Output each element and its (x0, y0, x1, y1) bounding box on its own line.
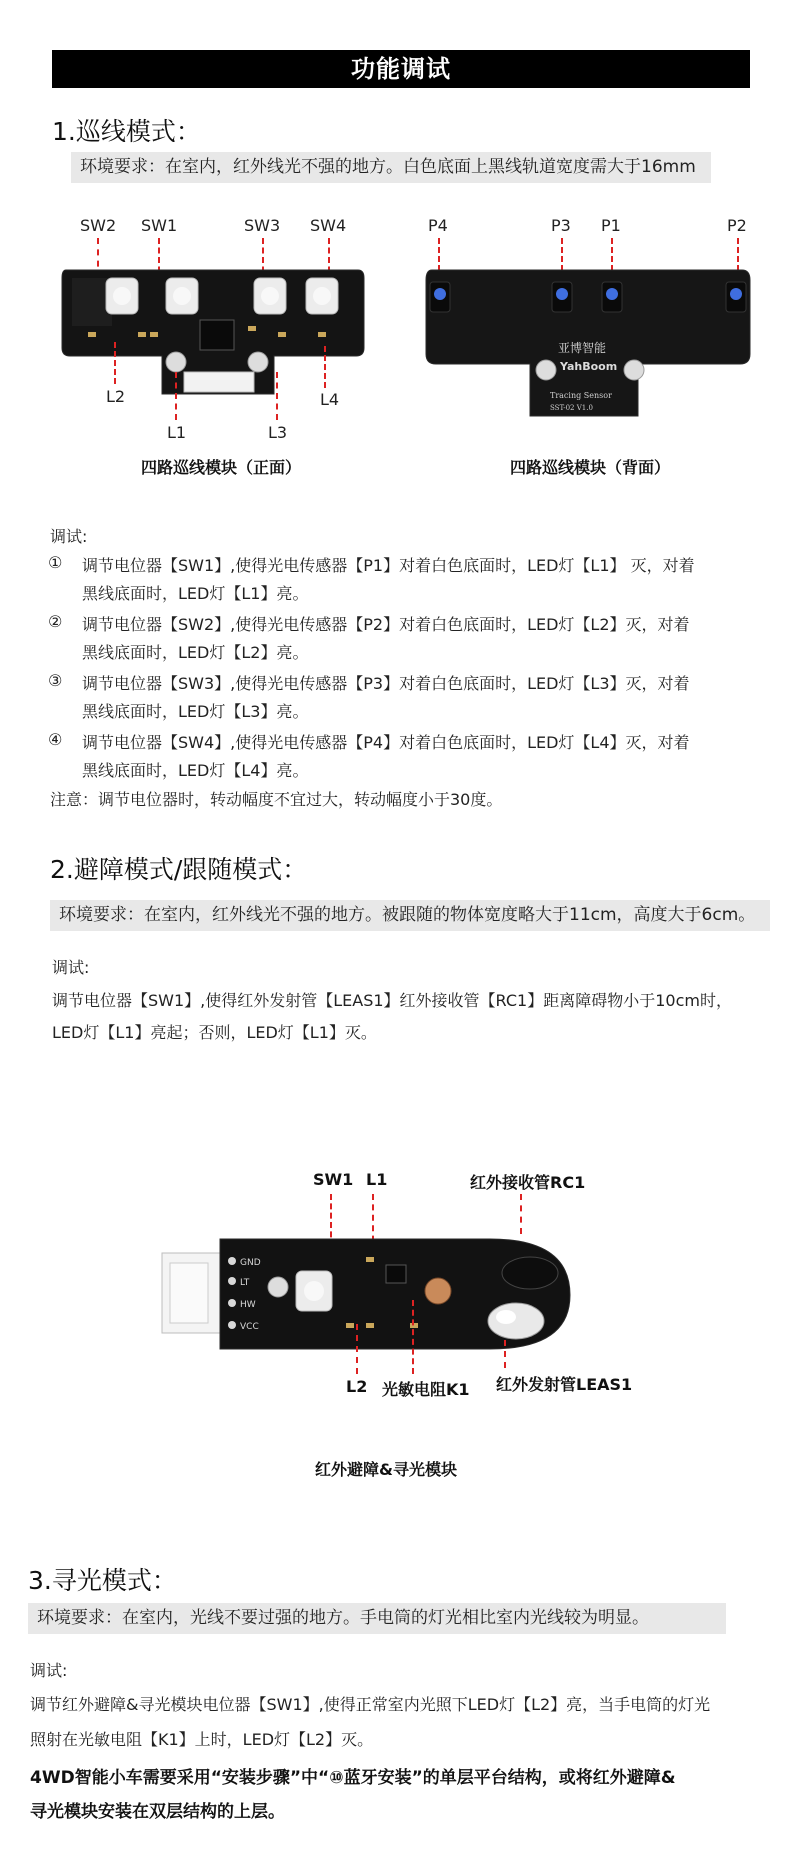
section3-debug-label: 调试: (30, 1661, 68, 1680)
board-brand: 亚博智能 (558, 341, 607, 355)
label-leas1: 红外发射管LEAS1 (496, 1375, 633, 1394)
section3-heading: 3.寻光模式： (28, 1566, 177, 1595)
tracking-module-back-image (422, 266, 756, 422)
leader-l3 (276, 372, 278, 420)
caption-ir-module: 红外避障&寻光模块 (315, 1460, 457, 1479)
label-p4: P4 (428, 216, 448, 235)
caption-front: 四路巡线模块（正面） (141, 458, 302, 477)
section2-debug-label: 调试: (52, 958, 90, 977)
ir-obstacle-module-image (160, 1225, 580, 1355)
tracking-module-front-image (58, 266, 368, 400)
section2-heading: 2.避障模式/跟随模式： (50, 855, 308, 884)
label-sw4: SW4 (310, 216, 347, 235)
section1-note: 注意：调节电位器时，转动幅度不宜过大，转动幅度小于30度。 (50, 790, 503, 809)
label-sw1: SW1 (313, 1170, 354, 1189)
pin-gnd: GND (240, 1258, 261, 1268)
page-title: 功能调试 (52, 50, 750, 88)
leader-l4 (324, 346, 326, 388)
section3-bold-line1: 4WD智能小车需要采用“安装步骤”中“⑩蓝牙安装”的单层平台结构，或将红外避障& (30, 1768, 676, 1788)
label-k1: 光敏电阻K1 (382, 1380, 470, 1399)
section3-debug-line1: 调节红外避障&寻光模块电位器【SW1】,使得正常室内光照下LED灯【L2】亮，当手电筒的灯光 (30, 1695, 711, 1714)
leader-k1 (412, 1300, 414, 1374)
section2-env: 环境要求：在室内，红外线光不强的地方。被跟随的物体宽度略大于11cm，高度大于6cm。 (50, 900, 770, 931)
label-sw1: SW1 (141, 216, 178, 235)
label-l4: L4 (320, 390, 340, 409)
pin-vcc: VCC (240, 1322, 259, 1332)
leader-l2 (356, 1324, 358, 1374)
section2-debug-line2: LED灯【L1】亮起；否则，LED灯【L1】灭。 (52, 1023, 377, 1042)
label-p2: P2 (727, 216, 747, 235)
caption-back: 四路巡线模块（背面） (510, 458, 671, 477)
section3-debug-line2: 照射在光敏电阻【K1】上时，LED灯【L2】灭。 (30, 1730, 374, 1749)
label-l2: L2 (106, 387, 126, 406)
label-l1: L1 (366, 1170, 388, 1189)
label-sw3: SW3 (244, 216, 281, 235)
section3-env: 环境要求：在室内，光线不要过强的地方。手电筒的灯光相比室内光线较为明显。 (28, 1603, 726, 1634)
leader-leas1 (504, 1340, 506, 1368)
leader-l2 (114, 342, 116, 384)
leader-l1 (175, 372, 177, 420)
label-rc1: 红外接收管RC1 (470, 1173, 586, 1192)
label-l2: L2 (346, 1377, 368, 1396)
board-model: Tracing Sensor (550, 391, 612, 400)
section1-debug-label: 调试: (50, 527, 88, 546)
label-l1: L1 (167, 423, 187, 442)
label-l3: L3 (268, 423, 288, 442)
section1-env: 环境要求：在室内，红外线光不强的地方。白色底面上黑线轨道宽度需大于16mm (71, 152, 711, 183)
section2-debug-line1: 调节电位器【SW1】,使得红外发射管【LEAS1】红外接收管【RC1】距离障碍物小于10cm时， (52, 991, 732, 1010)
label-sw2: SW2 (80, 216, 117, 235)
board-brand-en: YahBoom (560, 360, 618, 373)
board-version: SST-02 V1.0 (550, 404, 593, 412)
pin-lt: LT (240, 1278, 250, 1288)
label-p3: P3 (551, 216, 571, 235)
pin-hw: HW (240, 1300, 256, 1310)
section1-heading: 1.巡线模式： (52, 117, 201, 146)
label-p1: P1 (601, 216, 621, 235)
section3-bold-line2: 寻光模块安装在双层结构的上层。 (30, 1802, 285, 1822)
